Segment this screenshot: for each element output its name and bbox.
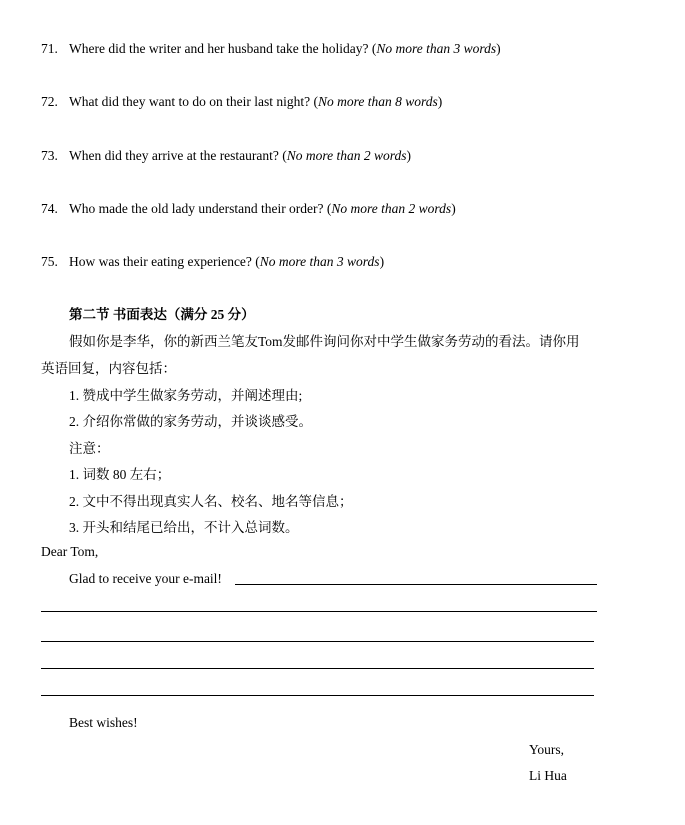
letter-closing: Best wishes! — [69, 715, 138, 730]
question-text: Who made the old lady understand their order? — [69, 201, 324, 216]
question-74: 74. Who made the old lady understand their order? (No more than 2 words) — [41, 201, 456, 216]
answer-line[interactable] — [41, 641, 594, 642]
section-heading: 第二节 书面表达（满分 25 分） — [69, 307, 255, 322]
answer-line[interactable] — [41, 611, 597, 612]
question-73: 73. When did they arrive at the restaurant? (No more than 2 words) — [41, 148, 412, 163]
question-71: 71. Where did the writer and her husband take the holiday? (No more than 3 words) — [41, 41, 501, 56]
note-item: 1. 词数 80 左右； — [69, 467, 171, 482]
question-text: How was their eating experience? — [69, 254, 252, 269]
notes-label: 注意： — [69, 441, 110, 456]
letter-salutation: Dear Tom, — [41, 544, 99, 559]
writing-intro-continued: 英语回复，内容包括： — [41, 361, 176, 376]
question-number: 71. — [41, 41, 58, 56]
answer-line[interactable] — [41, 695, 594, 696]
letter-opening: Glad to receive your e-mail! — [69, 571, 222, 586]
answer-line[interactable] — [235, 584, 597, 585]
note-item: 3. 开头和结尾已给出，不计入总词数。 — [69, 520, 299, 535]
question-number: 75. — [41, 254, 58, 269]
note-item: 2. 文中不得出现真实人名、校名、地名等信息； — [69, 494, 353, 509]
question-hint: No more than 2 words — [286, 148, 407, 163]
content-point: 2. 介绍你常做的家务劳动，并谈谈感受。 — [69, 414, 312, 429]
question-hint: No more than 3 words — [259, 254, 380, 269]
question-number: 74. — [41, 201, 58, 216]
question-text: What did they want to do on their last night? — [69, 94, 311, 109]
question-hint: No more than 8 words — [317, 94, 438, 109]
question-hint: No more than 2 words — [331, 201, 452, 216]
question-text: When did they arrive at the restaurant? — [69, 148, 279, 163]
question-text: Where did the writer and her husband take the holiday? — [69, 41, 369, 56]
letter-signature: Li Hua — [529, 768, 567, 783]
question-number: 72. — [41, 94, 58, 109]
writing-intro: 假如你是李华，你的新西兰笔友Tom发邮件询问你对中学生做家务劳动的看法。请你用 — [69, 334, 580, 349]
question-hint: No more than 3 words — [376, 41, 497, 56]
content-point: 1. 赞成中学生做家务劳动，并阐述理由; — [69, 388, 303, 403]
answer-line[interactable] — [41, 668, 594, 669]
question-75: 75. How was their eating experience? (No more than 3 words) — [41, 254, 385, 269]
question-number: 73. — [41, 148, 58, 163]
question-72: 72. What did they want to do on their last night? (No more than 8 words) — [41, 94, 443, 109]
letter-signoff: Yours, — [529, 742, 565, 757]
